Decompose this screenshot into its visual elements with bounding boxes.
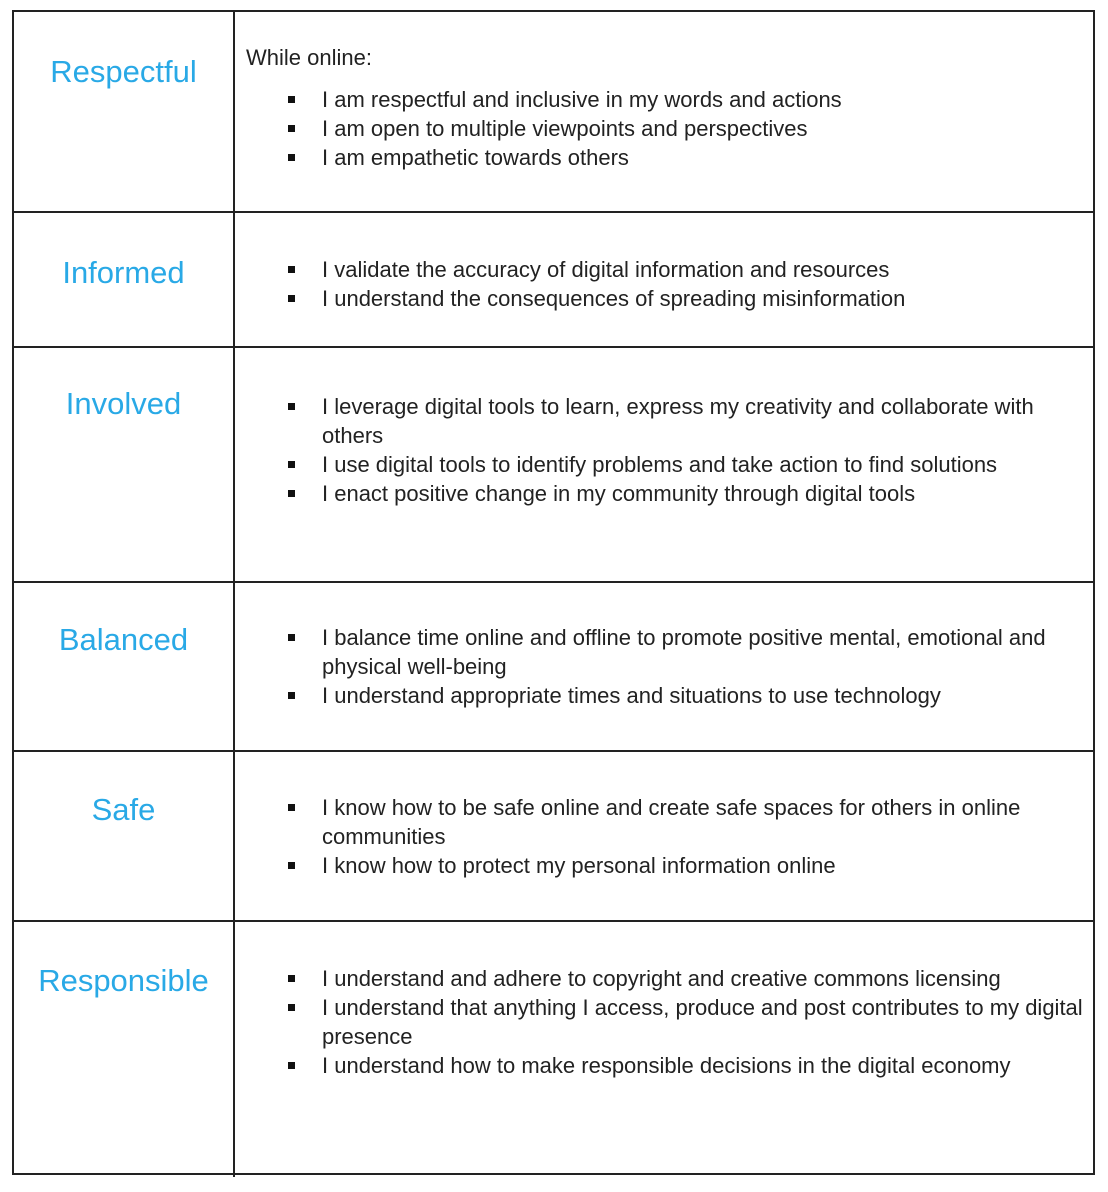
table-row-informed	[14, 213, 1093, 348]
content-cell	[235, 922, 1093, 1177]
list-item: I use digital tools to identify problems and take action to find solutions	[235, 450, 1093, 479]
content-cell	[235, 752, 1093, 920]
bullet-list	[235, 793, 1093, 880]
label-cell	[14, 348, 235, 581]
label-cell	[14, 12, 235, 211]
row-label-safe: Safe	[91, 792, 156, 827]
content-cell	[235, 213, 1093, 346]
label-cell	[14, 583, 235, 750]
label-cell	[14, 752, 235, 920]
content-cell	[235, 348, 1093, 581]
table-row-balanced	[14, 583, 1093, 752]
bullet-list	[235, 255, 1093, 313]
list-item: I understand how to make responsible decisions in the digital economy	[235, 1051, 1093, 1080]
row-intro-text: While online:	[246, 45, 372, 70]
content-cell	[235, 12, 1093, 211]
bullet-list	[235, 623, 1093, 710]
list-item: I am respectful and inclusive in my words and actions	[235, 85, 1093, 114]
row-label-informed: Informed	[62, 255, 185, 290]
list-item: I validate the accuracy of digital information and resources	[235, 255, 1093, 284]
table-row-safe	[14, 752, 1093, 922]
list-item: I know how to be safe online and create safe spaces for others in online communities	[235, 793, 1093, 851]
bullet-list	[235, 392, 1093, 508]
digital-citizenship-table	[12, 10, 1095, 1175]
table-row-involved	[14, 348, 1093, 583]
table-row-respectful	[14, 12, 1093, 213]
list-item: I know how to protect my personal information online	[235, 851, 1093, 880]
list-item: I understand the consequences of spreading misinformation	[235, 284, 1093, 313]
row-label-balanced: Balanced	[58, 622, 189, 657]
table-row-responsible	[14, 922, 1093, 1177]
list-item: I understand that anything I access, produce and post contributes to my digital presence	[235, 993, 1093, 1051]
label-cell	[14, 922, 235, 1177]
list-item: I leverage digital tools to learn, express my creativity and collaborate with others	[235, 392, 1093, 450]
label-cell	[14, 213, 235, 346]
list-item: I am open to multiple viewpoints and perspectives	[235, 114, 1093, 143]
list-item: I am empathetic towards others	[235, 143, 1093, 172]
bullet-list	[235, 85, 1093, 172]
list-item: I balance time online and offline to promote positive mental, emotional and physical well-being	[235, 623, 1093, 681]
row-label-respectful: Respectful	[50, 54, 197, 89]
row-label-involved: Involved	[65, 386, 182, 421]
list-item: I understand appropriate times and situations to use technology	[235, 681, 1093, 710]
row-label-responsible: Responsible	[38, 963, 209, 998]
list-item: I understand and adhere to copyright and creative commons licensing	[235, 964, 1093, 993]
content-cell	[235, 583, 1093, 750]
list-item: I enact positive change in my community through digital tools	[235, 479, 1093, 508]
bullet-list	[235, 964, 1093, 1080]
